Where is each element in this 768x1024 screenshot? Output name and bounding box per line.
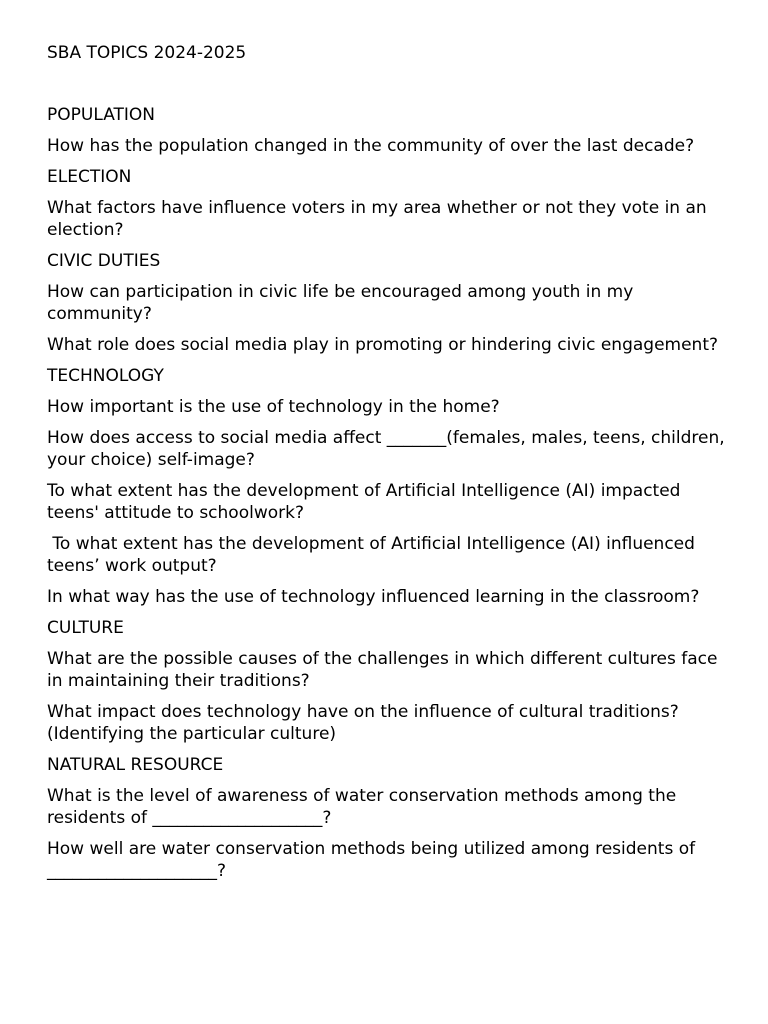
question-text: What is the level of awareness of water conservation methods among the residents of ____________________? <box>47 786 677 828</box>
section-heading: ELECTION <box>47 167 132 187</box>
question-text: In what way has the use of technology influenced learning in the classroom? <box>47 587 700 607</box>
question-text: What are the possible causes of the challenges in which different cultures face in maintaining their traditions? <box>47 649 718 691</box>
question-text: What impact does technology have on the influence of cultural traditions? (Identifying the particular culture) <box>47 702 679 744</box>
question-text: What factors have influence voters in my area whether or not they vote in an election? <box>47 198 707 240</box>
section-heading: CIVIC DUTIES <box>47 251 161 271</box>
question-text: How has the population changed in the community of over the last decade? <box>47 136 695 156</box>
question-text: To what extent has the development of Artificial Intelligence (AI) impacted teens' attitude to schoolwork? <box>47 481 681 523</box>
question-text: How can participation in civic life be encouraged among youth in my community? <box>47 282 634 324</box>
section-civic-duties <box>47 250 727 356</box>
question-text: What role does social media play in promoting or hindering civic engagement? <box>47 335 719 355</box>
section-heading: CULTURE <box>47 618 124 638</box>
section-heading: NATURAL RESOURCE <box>47 755 224 775</box>
document-title: SBA TOPICS 2024-2025 <box>47 43 247 63</box>
document-body <box>47 104 727 891</box>
section-culture <box>47 617 727 745</box>
question-text: How well are water conservation methods being utilized among residents of ____________________? <box>47 839 696 881</box>
section-heading: TECHNOLOGY <box>47 366 164 386</box>
section-natural-resource <box>47 754 727 882</box>
question-text: How important is the use of technology in the home? <box>47 397 500 417</box>
section-heading: POPULATION <box>47 105 155 125</box>
question-text: How does access to social media affect _______(females, males, teens, children, your choice) self-image? <box>47 428 725 470</box>
section-technology <box>47 365 727 608</box>
section-election <box>47 166 727 241</box>
question-text: To what extent has the development of Artificial Intelligence (AI) influenced teens’ work output? <box>47 534 701 576</box>
section-population <box>47 104 727 157</box>
